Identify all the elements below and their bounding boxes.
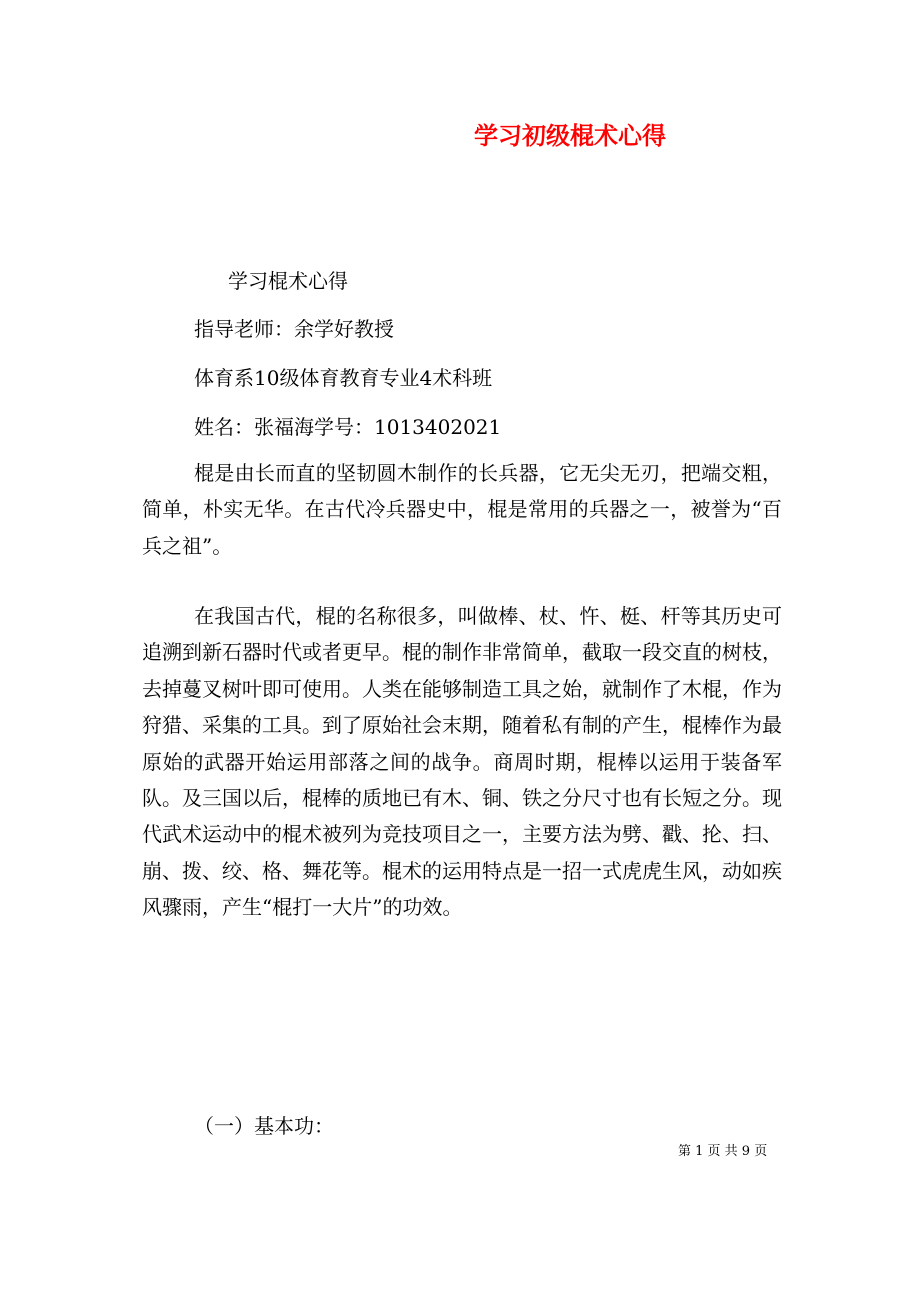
class-info-line: 体育系10级体育教育专业4术科班 [194, 366, 493, 390]
paragraph-1: 棍是由长而直的坚韧圆木制作的长兵器，它无尖无刃，把端交粗，简单，朴实无华。在古代冷兵器史中，棍是常用的兵器之一，被誉为“百兵之祖”。 [142, 461, 782, 558]
subtitle: 学习棍术心得 [228, 269, 348, 293]
student-info-line: 姓名：张福海学号：1013402021 [194, 415, 502, 439]
document-title: 学习初级棍术心得 [474, 121, 666, 150]
advisor-line: 指导老师：余学好教授 [194, 317, 394, 341]
page-footer: 第 1 页 共 9 页 [678, 1144, 768, 1159]
paragraph-2: 在我国古代，棍的名称很多，叫做棒、杖、忤、梃、杆等其历史可追溯到新石器时代或者更早。棍的制作非常简单，截取一段交直的树枝，去掉蔓叉树叶即可使用。人类在能够制造工具之始，就制作了木棍，作为狩猎、采集的工具。到了原始社会末期，随着私有制的产生，棍棒作为最原始的武器开始运用部落之间的战争。商周时期，棍棒以运用于装备军队。及三国以后，棍棒的质地已有木、铜、铁之分尺寸也有长短之分。现代武术运动中的棍术被列为竞技项目之一，主要方法为劈、戳、抡、扫、崩、拨、绞、格、舞花等。棍术的运用特点是一招一式虎虎生风，动如疾风骤雨，产生“棍打一大片”的功效。 [142, 604, 782, 920]
section-heading: （一）基本功： [194, 1114, 334, 1138]
